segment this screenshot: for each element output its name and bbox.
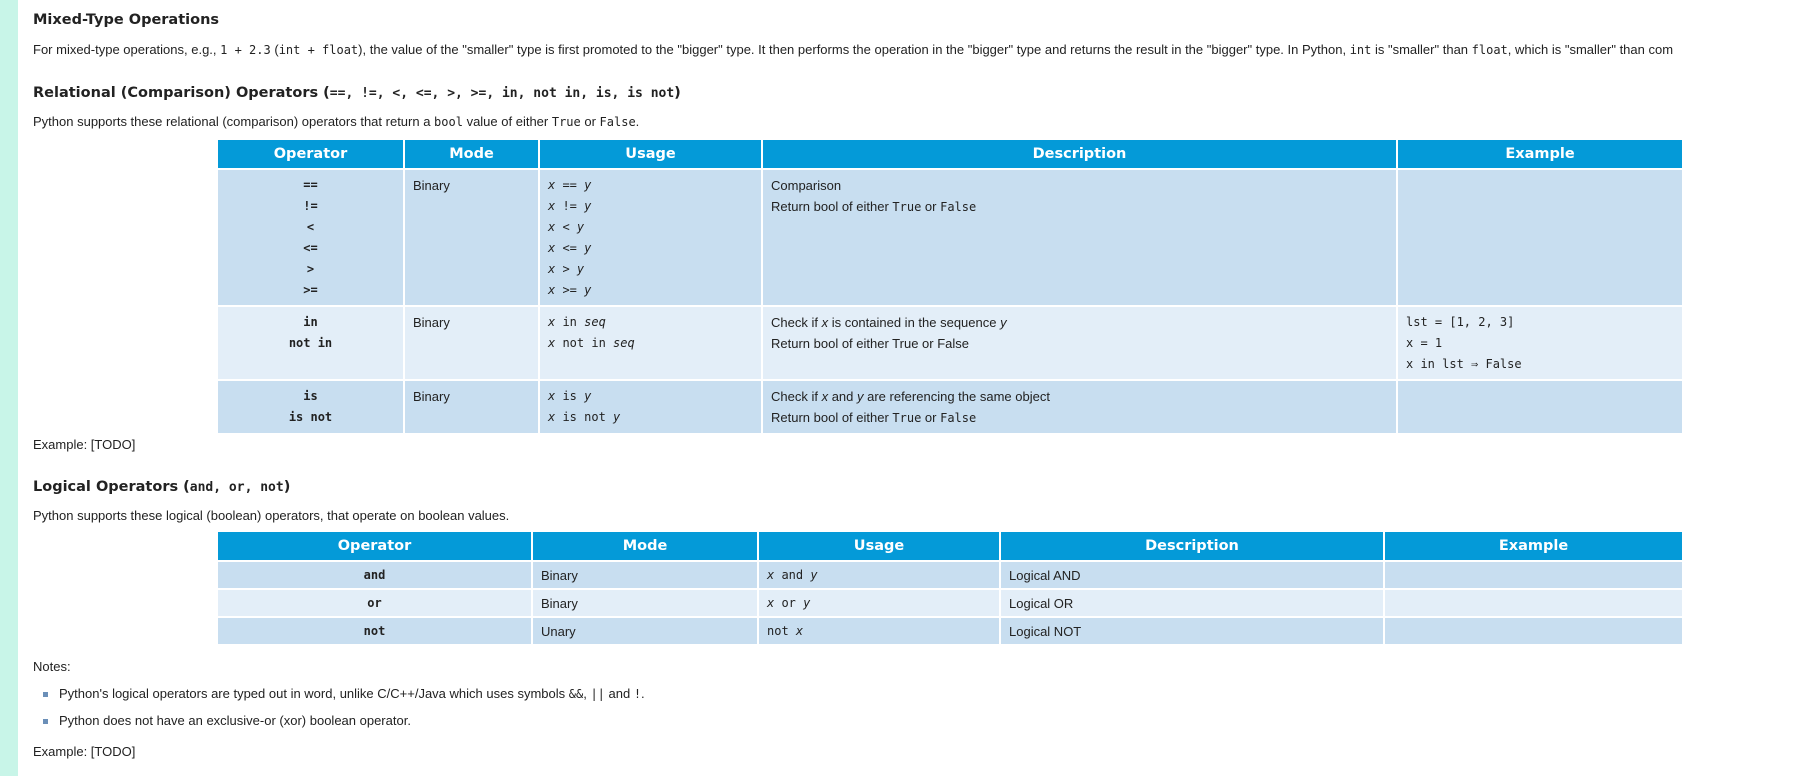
mode-cell: Unary [533, 618, 757, 644]
left-margin-bar [0, 0, 18, 776]
usage-line: x <= y [548, 241, 592, 255]
mixed-type-paragraph [33, 42, 1673, 57]
square-bullet-icon [43, 719, 48, 724]
table-header-row [218, 532, 1682, 560]
logical-title-ops: and, or, not [189, 480, 284, 495]
operator: in [303, 315, 318, 329]
operator: is not [288, 410, 333, 424]
code: False [599, 115, 636, 129]
notes-title: Notes: [33, 659, 71, 674]
relational-title: Relational (Comparison) Operators ( [33, 85, 330, 101]
description-line: Check if x is contained in the sequence y [771, 315, 1007, 330]
mode-cell: Binary [533, 562, 757, 588]
mode-cell: Binary [405, 170, 538, 305]
example-line: x in lst ⇒ False [1406, 357, 1522, 371]
operator-cell: not [218, 618, 531, 644]
description-cell [763, 381, 1396, 433]
usage-line: x in seq [548, 315, 606, 329]
usage-line: x > y [548, 262, 585, 276]
header-mode: Mode [533, 532, 757, 560]
example-cell [1385, 562, 1682, 588]
mode-cell: Binary [405, 381, 538, 433]
table-row-or [218, 590, 1682, 616]
code: float [1471, 43, 1508, 57]
operator: != [303, 199, 318, 213]
code: int [1349, 43, 1372, 57]
relational-example-note: Example: [TODO] [33, 437, 136, 452]
operator: is [303, 389, 318, 403]
header-usage: Usage [540, 140, 761, 168]
example-cell [1398, 170, 1682, 305]
operator-cell [218, 381, 403, 433]
code: bool [434, 115, 463, 129]
text: is "smaller" than [1371, 42, 1472, 57]
usage-line: x < y [548, 220, 585, 234]
text: value of either [462, 114, 552, 129]
description-line: Check if x and y are referencing the same object [771, 389, 1050, 404]
header-example: Example [1398, 140, 1682, 168]
relational-operators-table [216, 138, 1684, 435]
operator: > [306, 262, 315, 276]
operator-cell: or [218, 590, 531, 616]
operator-cell: and [218, 562, 531, 588]
logical-intro: Python supports these logical (boolean) operators, that operate on boolean values. [33, 508, 510, 523]
description-line: Comparison [771, 178, 842, 193]
description-line: Return bool of either True or False [771, 199, 977, 214]
description-cell: Logical OR [1001, 590, 1383, 616]
usage-line: x is not y [548, 410, 621, 424]
usage-cell: x and y [759, 562, 999, 588]
logical-operators-table [216, 530, 1684, 646]
operator: >= [303, 283, 318, 297]
operator: < [306, 220, 315, 234]
operator-cell [218, 307, 403, 379]
usage-line: x not in seq [548, 336, 635, 350]
relational-intro [33, 114, 639, 129]
usage-cell: not x [759, 618, 999, 644]
square-bullet-icon [43, 692, 48, 697]
table-row-membership [218, 307, 1682, 379]
description-line: Return bool of either True or False [771, 410, 977, 425]
header-operator: Operator [218, 140, 403, 168]
mode-cell: Binary [533, 590, 757, 616]
list-item: Python's logical operators are typed out in word, unlike C/C++/Java which uses symbols &&, || and !. [33, 680, 645, 707]
text: . [635, 114, 640, 129]
text: ( [270, 42, 279, 57]
code: 1 + 2.3 [220, 43, 271, 57]
list-item: Python does not have an exclusive-or (xor) boolean operator. [33, 707, 645, 734]
usage-line: x >= y [548, 283, 592, 297]
example-cell [1385, 590, 1682, 616]
table-row-and [218, 562, 1682, 588]
description-line: Return bool of either True or False [771, 336, 969, 351]
usage-cell [540, 170, 761, 305]
example-line: lst = [1, 2, 3] [1406, 315, 1515, 329]
table-row-comparison [218, 170, 1682, 305]
header-operator: Operator [218, 532, 531, 560]
mode-cell: Binary [405, 307, 538, 379]
logical-title-close: ) [283, 479, 291, 495]
example-cell [1398, 307, 1682, 379]
description-cell: Logical NOT [1001, 618, 1383, 644]
text: ), the value of the "smaller" type is first promoted to the "bigger" type. It then performs the operation in the "bigger" type and returns the result in the "bigger" type. In Python, [358, 42, 1350, 57]
mixed-type-title: Mixed-Type Operations [33, 12, 220, 28]
header-example: Example [1385, 532, 1682, 560]
header-usage: Usage [759, 532, 999, 560]
usage-cell: x or y [759, 590, 999, 616]
logical-title: Logical Operators ( [33, 479, 190, 495]
header-description: Description [1001, 532, 1383, 560]
text: , which is "smaller" than com [1507, 42, 1674, 57]
example-cell [1385, 618, 1682, 644]
table-row-not [218, 618, 1682, 644]
relational-heading [33, 85, 681, 101]
example-cell [1398, 381, 1682, 433]
mixed-type-heading [33, 12, 219, 28]
header-mode: Mode [405, 140, 538, 168]
usage-line: x is y [548, 389, 592, 403]
usage-cell [540, 381, 761, 433]
usage-line: x == y [548, 178, 592, 192]
example-line: x = 1 [1406, 336, 1443, 350]
table-row-identity [218, 381, 1682, 433]
text: Python supports these relational (comparison) operators that return a [33, 114, 435, 129]
operator-cell [218, 170, 403, 305]
usage-line: x != y [548, 199, 592, 213]
description-cell: Logical AND [1001, 562, 1383, 588]
logical-heading [33, 479, 290, 495]
operator: <= [303, 241, 318, 255]
relational-title-close: ) [674, 85, 681, 101]
code: True [551, 115, 581, 129]
description-cell [763, 307, 1396, 379]
description-cell [763, 170, 1396, 305]
operator: not in [288, 336, 333, 350]
usage-cell [540, 307, 761, 379]
operator: == [303, 178, 318, 192]
header-description: Description [763, 140, 1396, 168]
table-header-row [218, 140, 1682, 168]
text: or [580, 114, 600, 129]
notes-list [33, 680, 645, 734]
text: For mixed-type operations, e.g., [33, 42, 221, 57]
relational-title-ops: ==, !=, <, <=, >, >=, in, not in, is, is not [329, 86, 675, 101]
logical-example-note: Example: [TODO] [33, 744, 136, 759]
code: int + float [278, 43, 359, 57]
